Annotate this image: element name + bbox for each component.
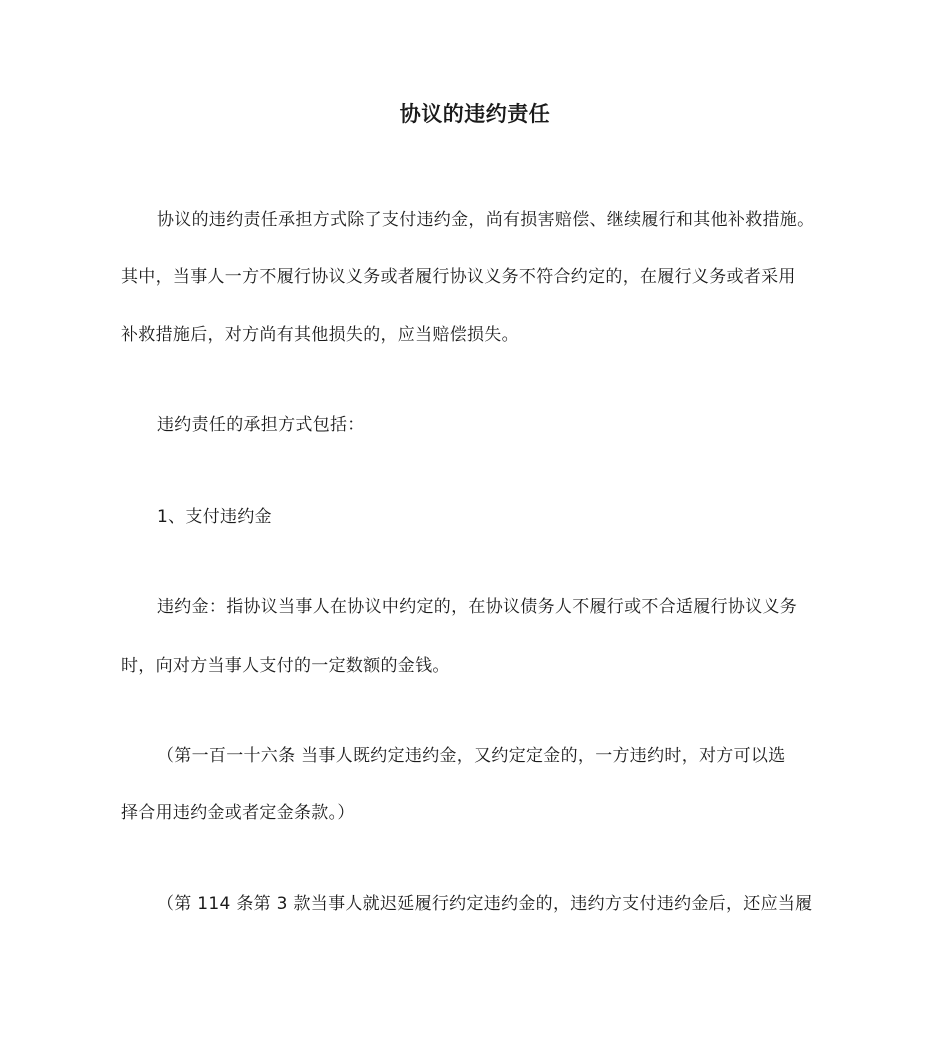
paragraph-line: 违约责任的承担方式包括： xyxy=(157,415,365,435)
paragraph-line: 协议的违约责任承担方式除了支付违约金，尚有损害赔偿、继续履行和其他补救措施。 xyxy=(157,210,815,230)
paragraph-line: 补救措施后，对方尚有其他损失的，应当赔偿损失。 xyxy=(121,325,519,345)
paragraph-line: 违约金：指协议当事人在协议中约定的，在协议债务人不履行或不合适履行协议义务 xyxy=(157,597,798,617)
paragraph-line: 择合用违约金或者定金条款。） xyxy=(121,803,355,823)
document-title: 协议的违约责任 xyxy=(399,102,551,126)
paragraph-line: （第 114 条第 3 款当事人就迟延履行约定违约金的，违约方支付违约金后，还应当履 xyxy=(157,894,813,914)
paragraph-line: 时，向对方当事人支付的一定数额的金钱。 xyxy=(121,656,450,676)
paragraph-line: （第一百一十六条 当事人既约定违约金，又约定定金的，一方违约时，对方可以选 xyxy=(157,746,786,766)
paragraph-line: 其中，当事人一方不履行协议义务或者履行协议义务不符合约定的，在履行义务或者采用 xyxy=(121,267,796,287)
paragraph-line: 1、支付违约金 xyxy=(157,507,272,527)
